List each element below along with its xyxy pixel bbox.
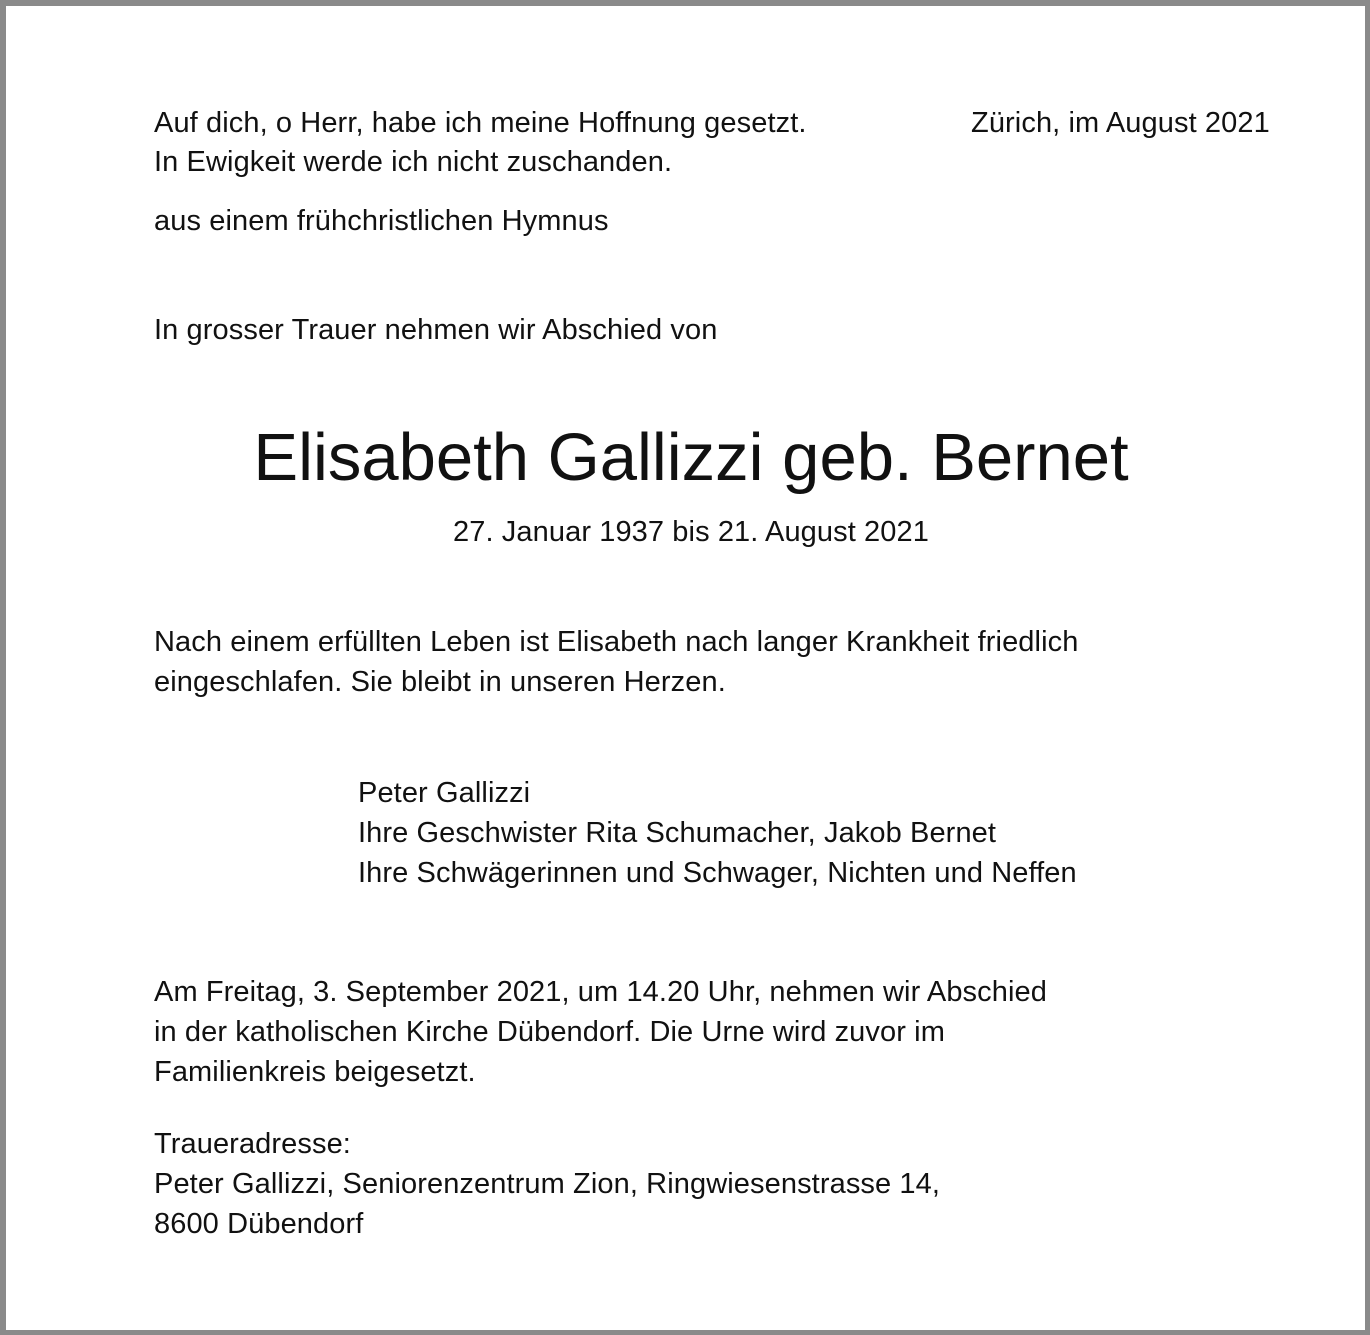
motto-line-1: Auf dich, o Herr, habe ich meine Hoffnung gesetzt. <box>154 107 807 139</box>
address-line-2: 8600 Dübendorf <box>154 1208 364 1240</box>
message-line-1: Nach einem erfüllten Leben ist Elisabeth nach langer Krankheit friedlich <box>154 626 1079 658</box>
mourner-line: Peter Gallizzi <box>358 777 531 809</box>
address-label: Traueradresse: <box>154 1128 351 1160</box>
motto-source: aus einem frühchristlichen Hymnus <box>154 205 609 237</box>
ceremony-line-2: in der katholischen Kirche Dübendorf. Die Urne wird zuvor im <box>154 1016 945 1048</box>
place-date: Zürich, im August 2021 <box>971 107 1270 139</box>
deceased-name: Elisabeth Gallizzi geb. Bernet <box>253 420 1129 495</box>
message-line-2: eingeschlafen. Sie bleibt in unseren Herzen. <box>154 666 726 698</box>
mourner-line: Ihre Geschwister Rita Schumacher, Jakob Bernet <box>358 817 997 849</box>
motto-line-2: In Ewigkeit werde ich nicht zuschanden. <box>154 146 673 178</box>
intro-text: In grosser Trauer nehmen wir Abschied von <box>154 314 718 346</box>
mourner-line: Ihre Schwägerinnen und Schwager, Nichten und Neffen <box>358 857 1077 889</box>
address-line-1: Peter Gallizzi, Seniorenzentrum Zion, Ringwiesenstrasse 14, <box>154 1168 941 1200</box>
life-dates: 27. Januar 1937 bis 21. August 2021 <box>453 516 929 548</box>
ceremony-line-1: Am Freitag, 3. September 2021, um 14.20 Uhr, nehmen wir Abschied <box>154 976 1047 1008</box>
ceremony-line-3: Familienkreis beigesetzt. <box>154 1056 476 1088</box>
